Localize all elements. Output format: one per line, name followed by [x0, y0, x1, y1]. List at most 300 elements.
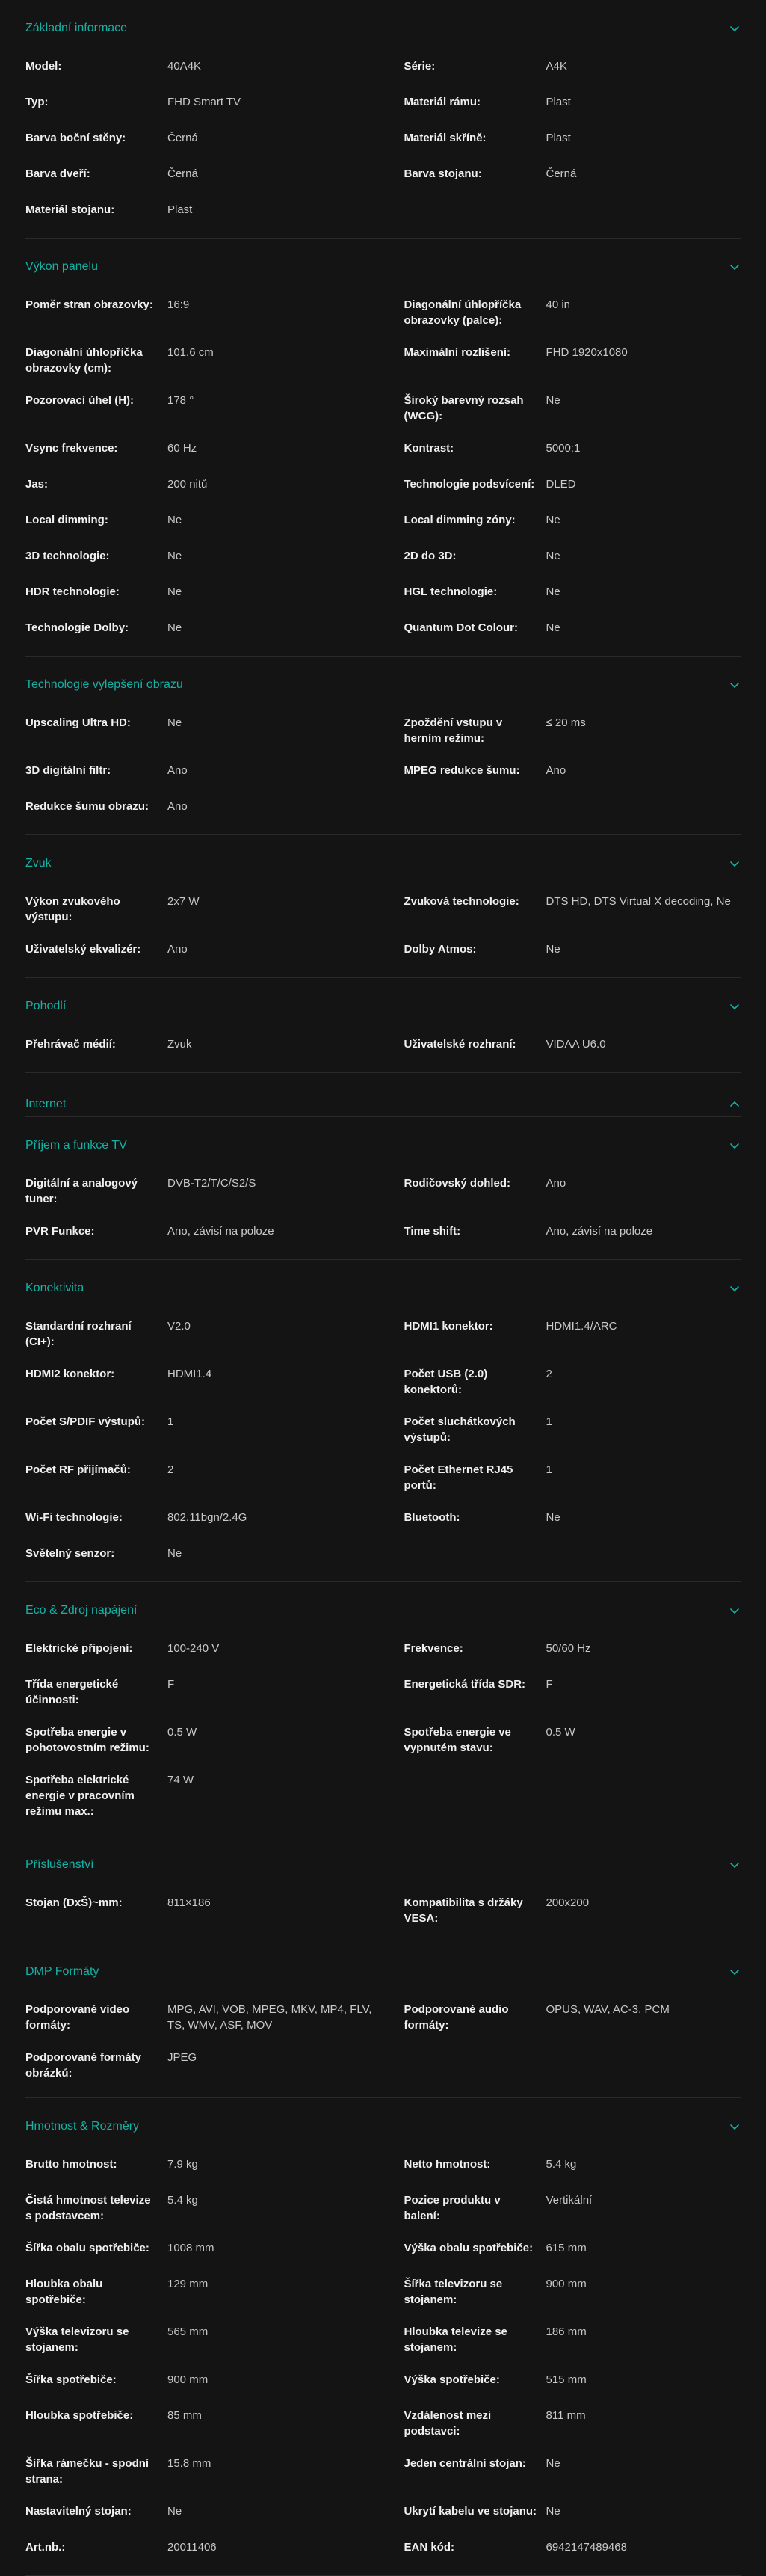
spec-label: Šířka spotřebiče: — [25, 2373, 117, 2386]
spec-row — [383, 1457, 741, 1505]
spec-value: 85 mm — [167, 2409, 202, 2422]
section-header[interactable] — [25, 657, 741, 700]
section-title: Hmotnost & Rozměry — [25, 2120, 140, 2133]
spec-row — [383, 1314, 741, 1362]
spec-label: Model: — [25, 60, 62, 73]
section-title: Pohodlí — [25, 1000, 67, 1012]
spec-label: Elektrické připojení: — [25, 1642, 133, 1655]
spec-section — [25, 835, 741, 978]
spec-label: Barva stojanu: — [404, 167, 482, 180]
spec-row — [383, 2188, 741, 2236]
spec-value: Ne — [546, 943, 560, 956]
chevron-down-icon[interactable] — [729, 1282, 741, 1294]
spec-row — [383, 162, 741, 197]
spec-row — [383, 90, 741, 126]
spec-value: 515 mm — [546, 2373, 587, 2386]
spec-label: Počet Ethernet RJ45 portů: — [404, 1463, 513, 1492]
spec-row — [383, 2152, 741, 2188]
spec-label: Uživatelské rozhraní: — [404, 1038, 516, 1051]
spec-label: MPEG redukce šumu: — [404, 764, 520, 777]
spec-row — [383, 436, 741, 472]
section-body — [25, 43, 741, 238]
spec-row — [25, 937, 383, 973]
spec-row — [383, 2403, 741, 2451]
spec-row — [383, 1890, 741, 1938]
spec-value: 2 — [167, 1463, 174, 1476]
spec-label: 3D technologie: — [25, 550, 110, 562]
chevron-down-icon[interactable] — [729, 261, 741, 273]
spec-value: 129 mm — [167, 2278, 209, 2290]
spec-row — [383, 472, 741, 508]
section-header[interactable] — [25, 1073, 741, 1116]
spec-row — [383, 1171, 741, 1219]
spec-value: 15.8 mm — [167, 2457, 211, 2470]
section-body — [25, 1021, 741, 1072]
spec-value: 2x7 W — [167, 895, 200, 908]
spec-row — [383, 2451, 741, 2499]
spec-label: Kompatibilita s držáky VESA: — [404, 1896, 523, 1925]
spec-label: Maximální rozlišení: — [404, 346, 511, 359]
spec-row — [383, 2236, 741, 2272]
spec-value: Ne — [546, 394, 560, 407]
spec-value: 5.4 kg — [167, 2194, 198, 2207]
spec-value: 60 Hz — [167, 442, 197, 455]
spec-label: Materiál rámu: — [404, 96, 481, 108]
spec-row — [383, 544, 741, 580]
spec-value: 5.4 kg — [546, 2158, 577, 2171]
spec-label: Diagonální úhlopříčka obrazovky (palce): — [404, 298, 522, 327]
spec-section — [25, 657, 741, 835]
spec-value: Ne — [167, 621, 182, 634]
spec-row — [383, 2499, 741, 2535]
spec-row — [25, 197, 383, 233]
spec-value: 1 — [546, 1463, 552, 1476]
spec-row — [25, 889, 383, 937]
spec-label: Hloubka spotřebiče: — [25, 2409, 134, 2422]
spec-row — [25, 54, 383, 90]
spec-label: Pozorovací úhel (H): — [25, 394, 135, 407]
spec-row — [383, 292, 741, 340]
section-header[interactable] — [25, 1117, 741, 1161]
spec-value: HDMI1.4 — [167, 1368, 212, 1380]
spec-row — [25, 388, 383, 436]
spec-label: Počet USB (2.0) konektorů: — [404, 1368, 488, 1396]
chevron-up-icon[interactable] — [729, 1098, 741, 1110]
spec-row — [25, 90, 383, 126]
spec-label: Spotřeba energie v pohotovostním režimu: — [25, 1726, 149, 1754]
spec-label: Podporované formáty obrázků: — [25, 2051, 142, 2079]
chevron-down-icon[interactable] — [729, 1966, 741, 1978]
spec-value: OPUS, WAV, AC-3, PCM — [546, 2003, 670, 2016]
spec-row — [383, 580, 741, 615]
spec-row — [25, 1219, 383, 1255]
spec-row — [383, 388, 741, 436]
spec-section — [25, 978, 741, 1073]
chevron-down-icon[interactable] — [729, 858, 741, 870]
section-header[interactable] — [25, 1943, 741, 1987]
spec-row — [383, 126, 741, 162]
section-body — [25, 1303, 741, 1581]
spec-row — [383, 2320, 741, 2367]
spec-value: 615 mm — [546, 2242, 587, 2254]
spec-value: 40 in — [546, 298, 571, 311]
section-body — [25, 2142, 741, 2575]
spec-row — [25, 1997, 383, 2045]
section-title: Příslušenství — [25, 1858, 94, 1871]
spec-label: Počet sluchátkových výstupů: — [404, 1415, 516, 1444]
spec-row — [383, 889, 741, 937]
spec-row — [25, 126, 383, 162]
spec-value: Ano, závisí na poloze — [546, 1225, 653, 1238]
spec-value: DVB-T2/T/C/S2/S — [167, 1177, 256, 1190]
spec-value: F — [167, 1678, 175, 1691]
spec-label: Kontrast: — [404, 442, 454, 455]
spec-row — [383, 1720, 741, 1768]
spec-value: 74 W — [167, 1774, 194, 1786]
spec-label: Bluetooth: — [404, 1511, 460, 1524]
spec-row — [25, 1672, 383, 1720]
spec-label: Wi-Fi technologie: — [25, 1511, 123, 1524]
spec-row — [25, 1314, 383, 1362]
section-header[interactable] — [25, 1260, 741, 1303]
spec-row — [25, 2451, 383, 2499]
spec-label: Technologie Dolby: — [25, 621, 129, 634]
spec-row — [25, 508, 383, 544]
spec-label: Local dimming: — [25, 514, 108, 526]
spec-value: Ne — [546, 2457, 560, 2470]
spec-value: 100-240 V — [167, 1642, 220, 1655]
spec-value: 6942147489468 — [546, 2541, 627, 2554]
spec-value: Ne — [546, 1511, 560, 1524]
chevron-down-icon[interactable] — [729, 1000, 741, 1012]
spec-row — [25, 1541, 383, 1577]
spec-value: Ano — [167, 800, 188, 813]
spec-label: Čistá hmotnost televize s podstavcem: — [25, 2194, 151, 2222]
spec-label: HDR technologie: — [25, 585, 120, 598]
spec-label: PVR Funkce: — [25, 1225, 95, 1238]
spec-value: Ne — [546, 514, 560, 526]
spec-label: Světelný senzor: — [25, 1547, 115, 1560]
spec-row — [383, 1032, 741, 1068]
spec-label: Brutto hmotnost: — [25, 2158, 117, 2171]
spec-row — [383, 2367, 741, 2403]
spec-section — [25, 1260, 741, 1582]
spec-value: DLED — [546, 478, 576, 491]
spec-value: 20011406 — [167, 2541, 217, 2554]
spec-label: Široký barevný rozsah (WCG): — [404, 394, 524, 422]
spec-value: Ne — [546, 585, 560, 598]
spec-section — [25, 1836, 741, 1943]
section-body — [25, 879, 741, 977]
spec-value: 186 mm — [546, 2326, 587, 2338]
spec-row — [383, 1672, 741, 1720]
spec-value: 178 ° — [167, 394, 194, 407]
spec-label: Třída energetické účinnosti: — [25, 1678, 119, 1706]
spec-value: Ano — [167, 943, 188, 956]
spec-value: 802.11bgn/2.4G — [167, 1511, 247, 1524]
spec-label: Technologie podsvícení: — [404, 478, 535, 491]
spec-row — [383, 1219, 741, 1255]
spec-row — [25, 2188, 383, 2236]
spec-row — [25, 162, 383, 197]
spec-section — [25, 1073, 741, 1117]
spec-row — [383, 1768, 741, 1831]
section-header[interactable] — [25, 835, 741, 879]
spec-value: 5000:1 — [546, 442, 581, 455]
spec-label: Spotřeba elektrické energie v pracovním režimu max.: — [25, 1774, 135, 1818]
spec-value: HDMI1.4/ARC — [546, 1320, 617, 1332]
spec-value: 200x200 — [546, 1896, 590, 1909]
spec-section — [25, 2098, 741, 2576]
spec-value: 2 — [546, 1368, 552, 1380]
chevron-down-icon[interactable] — [729, 1859, 741, 1871]
spec-value: Černá — [546, 167, 577, 180]
spec-value: JPEG — [167, 2051, 197, 2064]
spec-label: Poměr stran obrazovky: — [25, 298, 153, 311]
spec-row — [383, 54, 741, 90]
spec-row — [25, 292, 383, 340]
spec-label: Standardní rozhraní (CI+): — [25, 1320, 132, 1348]
spec-value: Plast — [546, 132, 571, 144]
spec-label: Stojan (DxŠ)~mm: — [25, 1896, 123, 1909]
spec-value: Ano — [546, 1177, 566, 1190]
spec-label: Barva boční stěny: — [25, 132, 126, 144]
spec-label: Výška obalu spotřebiče: — [404, 2242, 534, 2254]
spec-value: 50/60 Hz — [546, 1642, 591, 1655]
spec-row — [25, 1505, 383, 1541]
spec-label: Ukrytí kabelu ve stojanu: — [404, 2505, 537, 2518]
spec-row — [25, 758, 383, 794]
spec-label: EAN kód: — [404, 2541, 454, 2554]
spec-row — [383, 2045, 741, 2093]
spec-label: Podporované video formáty: — [25, 2003, 130, 2032]
spec-row — [25, 340, 383, 388]
spec-row — [25, 2045, 383, 2093]
spec-value: A4K — [546, 60, 567, 73]
spec-row — [25, 2320, 383, 2367]
spec-value: 101.6 cm — [167, 346, 214, 359]
spec-label: 3D digitální filtr: — [25, 764, 111, 777]
section-header[interactable] — [25, 1582, 741, 1626]
section-title: Zvuk — [25, 857, 52, 870]
spec-value: Zvuk — [167, 1038, 192, 1051]
spec-value: V2.0 — [167, 1320, 191, 1332]
spec-label: Šířka televizoru se stojanem: — [404, 2278, 503, 2306]
spec-row — [25, 472, 383, 508]
spec-row — [25, 1890, 383, 1938]
spec-label: Počet S/PDIF výstupů: — [25, 1415, 146, 1428]
section-title: Eco & Zdroj napájení — [25, 1604, 138, 1617]
spec-value: 811×186 — [167, 1896, 211, 1909]
spec-row — [25, 1410, 383, 1457]
spec-value: 900 mm — [546, 2278, 587, 2290]
spec-value: ≤ 20 ms — [546, 716, 586, 729]
spec-value: DTS HD, DTS Virtual X decoding, Ne — [546, 895, 731, 908]
spec-label: HDMI1 konektor: — [404, 1320, 493, 1332]
spec-label: Zpoždění vstupu v herním režimu: — [404, 716, 503, 745]
spec-label: Upscaling Ultra HD: — [25, 716, 131, 729]
spec-label: Quantum Dot Colour: — [404, 621, 518, 634]
spec-value: 0.5 W — [546, 1726, 575, 1739]
spec-label: Spotřeba energie ve vypnutém stavu: — [404, 1726, 511, 1754]
spec-row — [383, 1505, 741, 1541]
spec-label: Přehrávač médií: — [25, 1038, 116, 1051]
chevron-down-icon[interactable] — [729, 22, 741, 34]
spec-row — [383, 758, 741, 794]
section-title: Technologie vylepšení obrazu — [25, 678, 183, 691]
chevron-down-icon[interactable] — [729, 679, 741, 691]
spec-value: F — [546, 1678, 553, 1691]
spec-value: FHD Smart TV — [167, 96, 241, 108]
spec-value: 900 mm — [167, 2373, 209, 2386]
spec-section — [25, 1582, 741, 1836]
spec-row — [25, 2272, 383, 2320]
spec-value: MPG, AVI, VOB, MPEG, MKV, MP4, FLV, TS, WMV, ASF, MOV — [167, 2003, 372, 2032]
spec-section — [25, 0, 741, 239]
spec-row — [25, 1720, 383, 1768]
spec-label: Výška spotřebiče: — [404, 2373, 500, 2386]
spec-row — [383, 340, 741, 388]
spec-value: Vertikální — [546, 2194, 593, 2207]
spec-row — [25, 436, 383, 472]
spec-label: HGL technologie: — [404, 585, 498, 598]
spec-value: Ne — [167, 514, 182, 526]
spec-row — [25, 2403, 383, 2451]
spec-row — [25, 2367, 383, 2403]
spec-label: Podporované audio formáty: — [404, 2003, 509, 2032]
spec-label: Barva dveří: — [25, 167, 90, 180]
spec-value: Ano, závisí na poloze — [167, 1225, 274, 1238]
spec-value: VIDAA U6.0 — [546, 1038, 606, 1051]
chevron-down-icon[interactable] — [729, 1140, 741, 1152]
spec-label: Digitální a analogový tuner: — [25, 1177, 138, 1205]
section-title: Základní informace — [25, 22, 128, 34]
spec-row — [383, 937, 741, 973]
spec-value: 40A4K — [167, 60, 202, 73]
section-body — [25, 282, 741, 656]
spec-value: Ne — [167, 585, 182, 598]
section-body — [25, 1880, 741, 1943]
spec-row — [25, 2535, 383, 2571]
spec-label: Materiál skříně: — [404, 132, 487, 144]
spec-row — [25, 2236, 383, 2272]
section-body — [25, 700, 741, 834]
spec-value: Ne — [167, 716, 182, 729]
spec-label: Vzdálenost mezi podstavci: — [404, 2409, 492, 2438]
spec-row — [25, 1032, 383, 1068]
section-header[interactable] — [25, 2098, 741, 2142]
spec-label: Redukce šumu obrazu: — [25, 800, 149, 813]
spec-value: Černá — [167, 132, 198, 144]
spec-label: Frekvence: — [404, 1642, 463, 1655]
spec-value: 811 mm — [546, 2409, 586, 2422]
spec-value: Ne — [546, 550, 560, 562]
spec-value: Černá — [167, 167, 198, 180]
spec-label: Výška televizoru se stojanem: — [25, 2326, 129, 2354]
spec-row — [25, 1457, 383, 1505]
spec-row — [383, 508, 741, 544]
spec-value: Ne — [167, 550, 182, 562]
chevron-down-icon[interactable] — [729, 2121, 741, 2133]
spec-label: Typ: — [25, 96, 49, 108]
spec-value: 1 — [546, 1415, 552, 1428]
spec-label: Uživatelský ekvalizér: — [25, 943, 141, 956]
spec-row — [383, 1541, 741, 1577]
spec-row — [383, 2272, 741, 2320]
section-body — [25, 1626, 741, 1836]
spec-row — [383, 1636, 741, 1672]
spec-label: Jas: — [25, 478, 49, 491]
spec-label: Pozice produktu v balení: — [404, 2194, 501, 2222]
spec-label: Diagonální úhlopříčka obrazovky (cm): — [25, 346, 143, 375]
spec-label: Local dimming zóny: — [404, 514, 516, 526]
section-title: DMP Formáty — [25, 1965, 99, 1978]
spec-value: 7.9 kg — [167, 2158, 198, 2171]
spec-row — [25, 1636, 383, 1672]
section-header[interactable] — [25, 978, 741, 1021]
spec-value: FHD 1920x1080 — [546, 346, 628, 359]
section-header[interactable] — [25, 239, 741, 282]
section-title: Příjem a funkce TV — [25, 1139, 127, 1152]
spec-value: Ne — [546, 621, 560, 634]
spec-section — [25, 1943, 741, 2098]
spec-row — [383, 615, 741, 651]
spec-value: 0.5 W — [167, 1726, 197, 1739]
spec-row — [25, 2152, 383, 2188]
spec-value: Ano — [546, 764, 566, 777]
spec-label: Energetická třída SDR: — [404, 1678, 526, 1691]
spec-value: 1008 mm — [167, 2242, 214, 2254]
spec-label: Výkon zvukového výstupu: — [25, 895, 120, 923]
spec-value: Ano — [167, 764, 188, 777]
spec-label: Rodičovský dohled: — [404, 1177, 511, 1190]
spec-section — [25, 239, 741, 657]
spec-value: 16:9 — [167, 298, 190, 311]
section-title: Výkon panelu — [25, 260, 98, 273]
spec-row — [383, 1997, 741, 2045]
spec-label: Zvuková technologie: — [404, 895, 519, 908]
spec-row — [383, 794, 741, 830]
spec-row — [25, 710, 383, 758]
spec-row — [25, 580, 383, 615]
spec-label: Série: — [404, 60, 436, 73]
spec-label: Jeden centrální stojan: — [404, 2457, 526, 2470]
section-title: Konektivita — [25, 1282, 84, 1294]
section-body — [25, 1161, 741, 1259]
spec-label: Hloubka televize se stojanem: — [404, 2326, 507, 2354]
chevron-down-icon[interactable] — [729, 1605, 741, 1617]
spec-row — [25, 615, 383, 651]
spec-row — [25, 794, 383, 830]
spec-value: Plast — [546, 96, 571, 108]
spec-section — [25, 1117, 741, 1260]
section-header[interactable] — [25, 0, 741, 43]
spec-row — [383, 2535, 741, 2571]
spec-label: Art.nb.: — [25, 2541, 66, 2554]
spec-value: Ne — [167, 1547, 182, 1560]
spec-label: Time shift: — [404, 1225, 461, 1238]
section-header[interactable] — [25, 1836, 741, 1880]
spec-label: Materiál stojanu: — [25, 203, 115, 216]
spec-label: Hloubka obalu spotřebiče: — [25, 2278, 103, 2306]
spec-label: Šířka obalu spotřebiče: — [25, 2242, 149, 2254]
spec-value: 1 — [167, 1415, 174, 1428]
section-title: Internet — [25, 1098, 67, 1110]
spec-row — [25, 1362, 383, 1410]
spec-label: 2D do 3D: — [404, 550, 457, 562]
spec-row — [383, 197, 741, 233]
spec-row — [25, 1171, 383, 1219]
